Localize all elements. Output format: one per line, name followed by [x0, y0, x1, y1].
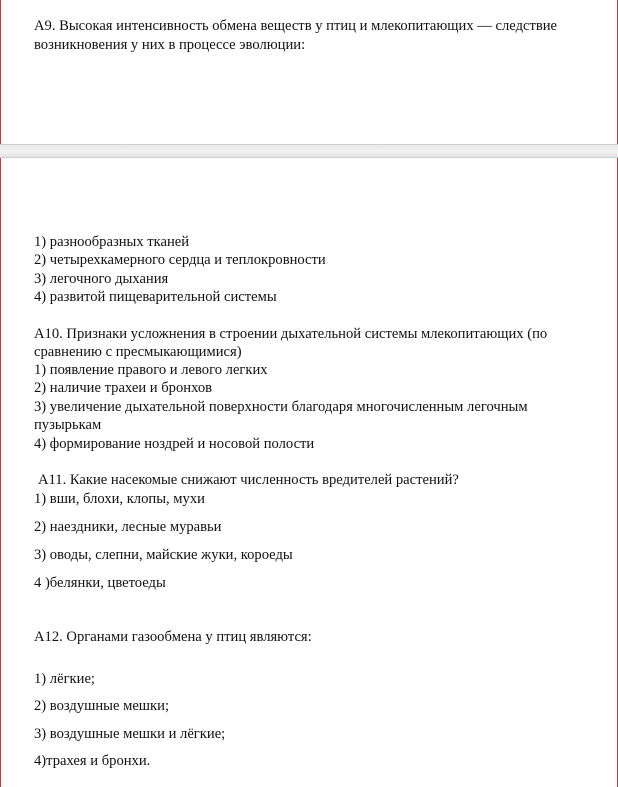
question-a10-option-1: 1) появление правого и левого легких [34, 362, 268, 378]
question-a11-text: А11. Какие насекомые снижают численность вредителей растений? [38, 472, 459, 488]
question-a12-option-3: 3) воздушные мешки и лёгкие; [34, 726, 226, 742]
question-a10-option-3-continued: пузырькам [34, 417, 102, 433]
question-a10-text-line-2: сравнению с пресмыкающимися) [34, 344, 242, 360]
question-a11-option-4: 4 )белянки, цветоеды [34, 575, 166, 591]
question-a12-option-4: 4)трахея и бронхи. [34, 753, 151, 769]
question-a9-option-1: 1) разнообразных тканей [34, 234, 190, 250]
question-a9-text-line-1: А9. Высокая интенсивность обмена веществ у птиц и млекопитающих — следствие [34, 18, 558, 34]
question-a12-option-1: 1) лёгкие; [34, 671, 95, 687]
question-a12-option-2: 2) воздушные мешки; [34, 698, 169, 714]
question-a10-option-2: 2) наличие трахеи и бронхов [34, 380, 213, 396]
question-a9-option-2: 2) четырехкамерного сердца и теплокровности [34, 252, 326, 268]
question-a11-option-1: 1) вши, блохи, клопы, мухи [34, 491, 205, 507]
question-a9-option-4: 4) развитой пищеварительной системы [34, 289, 277, 305]
question-a9-option-3: 3) легочного дыхания [34, 271, 169, 287]
question-a11-option-3: 3) оводы, слепни, майские жуки, короеды [34, 547, 293, 563]
question-a11-option-2: 2) наездники, лесные муравьи [34, 519, 222, 535]
question-a9-text-line-2: возникновения у них в процессе эволюции: [34, 37, 306, 53]
question-a10-text-line-1: А10. Признаки усложнения в строении дыхательной системы млекопитающих (по [34, 326, 548, 342]
page-separator [0, 144, 618, 158]
question-a12-text: А12. Органами газообмена у птиц являются: [34, 629, 312, 645]
question-a10-option-3: 3) увеличение дыхательной поверхности благодаря многочисленным легочным [34, 399, 528, 415]
question-a10-option-4: 4) формирование ноздрей и носовой полости [34, 436, 315, 452]
